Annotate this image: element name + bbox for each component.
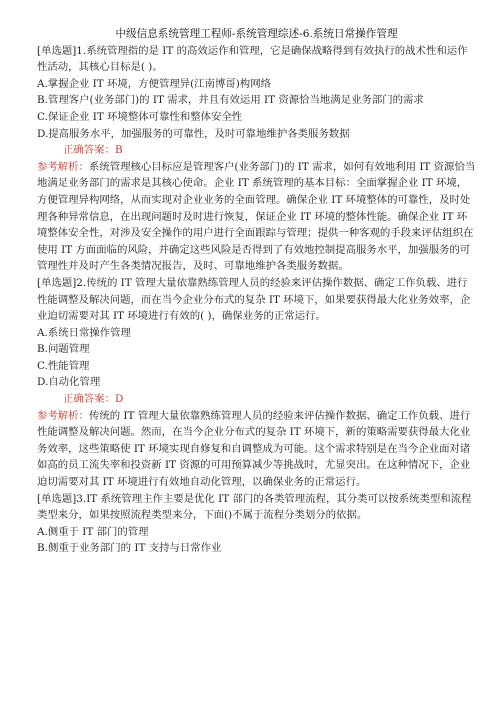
- option-b: B.管理客户(业务部门)的 IT 需求，并且有效运用 IT 资源恰当地满足业务部门的需求: [37, 94, 424, 107]
- correct-answer: [63, 142, 476, 159]
- explanation-label: 参考解析：: [37, 160, 89, 173]
- answer-label: 正确答案：: [63, 393, 115, 406]
- answer-value: B: [114, 144, 123, 157]
- explanation: [37, 408, 476, 491]
- option-a: A.系统日常操作管理: [37, 326, 131, 339]
- option-d: D.自动化管理: [37, 376, 101, 389]
- option-d: D.提高服务水平，加强服务的可靠性，及时可靠地维护各类服务数据: [37, 127, 350, 140]
- question-text: [单选题]2.传统的 IT 管理大量依靠熟练管理人员的经验来评估操作数据、确定工作负载、进行性能调整及解决问题，而在当今企业分布式的复杂 IT 环境下，如果要获得最大化业务效率，企业迫切需要对其 IT 环境进行有效的( )，确保业务的正常运行。: [37, 276, 471, 323]
- document-title: 中级信息系统管理工程师-系统管理综述-6.系统日常操作管理: [115, 28, 398, 40]
- question-1: [37, 43, 476, 275]
- answer-value: D: [114, 393, 124, 406]
- question-text: [单选题]3.IT 系统管理主作主要是优化 IT 部门的各类管理流程，其分类可以按系统类型和流程类型来分，如果按照流程类型来分，下面()不属于流程分类划分的依据。: [37, 492, 472, 522]
- option-b: B.问题管理: [37, 343, 90, 356]
- option-a: A.掌握企业 IT 环境，方便管理异(江南博哥)构网络: [37, 77, 271, 90]
- explanation-text: 系统管理核心目标应是管理客户(业务部门)的 IT 需求，如何有效地利用 IT 资源恰当地满足业务部门的需求是其核心使命。企业 IT 系统管理的基本目标：全面掌握企业 IT 环境，方便管理异构网络，从而实现对企业业务的全面管理。确保企业 IT 环境整体的可靠性，及时处理各种异常信息，在出现问题时及时进行恢复，保证企业 IT 环境的整体性能。确保企业 IT 环境整体安全性，对涉及安全操作的用户进行全面跟踪与管理；提供一种客观的手段来评估组织在使用 IT 方面面临的风险，并确定这些风险是否得到了有效地控制提高服务水平，加强服务的可管理性并及时产生各类情况报告，及时、可靠地维护各类服务数据。: [37, 160, 476, 273]
- correct-answer: [63, 391, 476, 408]
- option-b: B.侧重于业务部门的 IT 支持与日常作业: [37, 542, 222, 555]
- question-3: [37, 491, 476, 557]
- option-c: C.保证企业 IT 环境整体可靠性和整体安全性: [37, 110, 243, 123]
- explanation-text: 传统的 IT 管理大量依靠熟练管理人员的经验来评估操作数据、确定工作负载、进行性能调整及解决问题。然而，在当今企业分布式的复杂 IT 环境下，新的策略需要获得最大化业务效率，这些策略使 IT 环境实现自修复和自调整成为可能。这个需求特别是在当今企业面对诸如高的员工流失率和投资新 IT 资源的可用预算减少等挑战时，尤显突出。在这种情况下，企业迫切需要对其 IT 环境进行有效地自动化管理，以确保业务的正常运行。: [37, 409, 471, 489]
- option-a: A.侧重于 IT 部门的管理: [37, 525, 149, 538]
- question-text: [单选题]1.系统管理指的是 IT 的高效运作和管理，它是确保战略得到有效执行的战术性和运作性活动，其核心目标是( )。: [37, 44, 468, 74]
- answer-label: 正确答案：: [63, 144, 115, 157]
- question-2: [37, 275, 476, 491]
- explanation-label: 参考解析：: [37, 409, 89, 422]
- option-c: C.性能管理: [37, 359, 90, 372]
- explanation: [37, 159, 476, 275]
